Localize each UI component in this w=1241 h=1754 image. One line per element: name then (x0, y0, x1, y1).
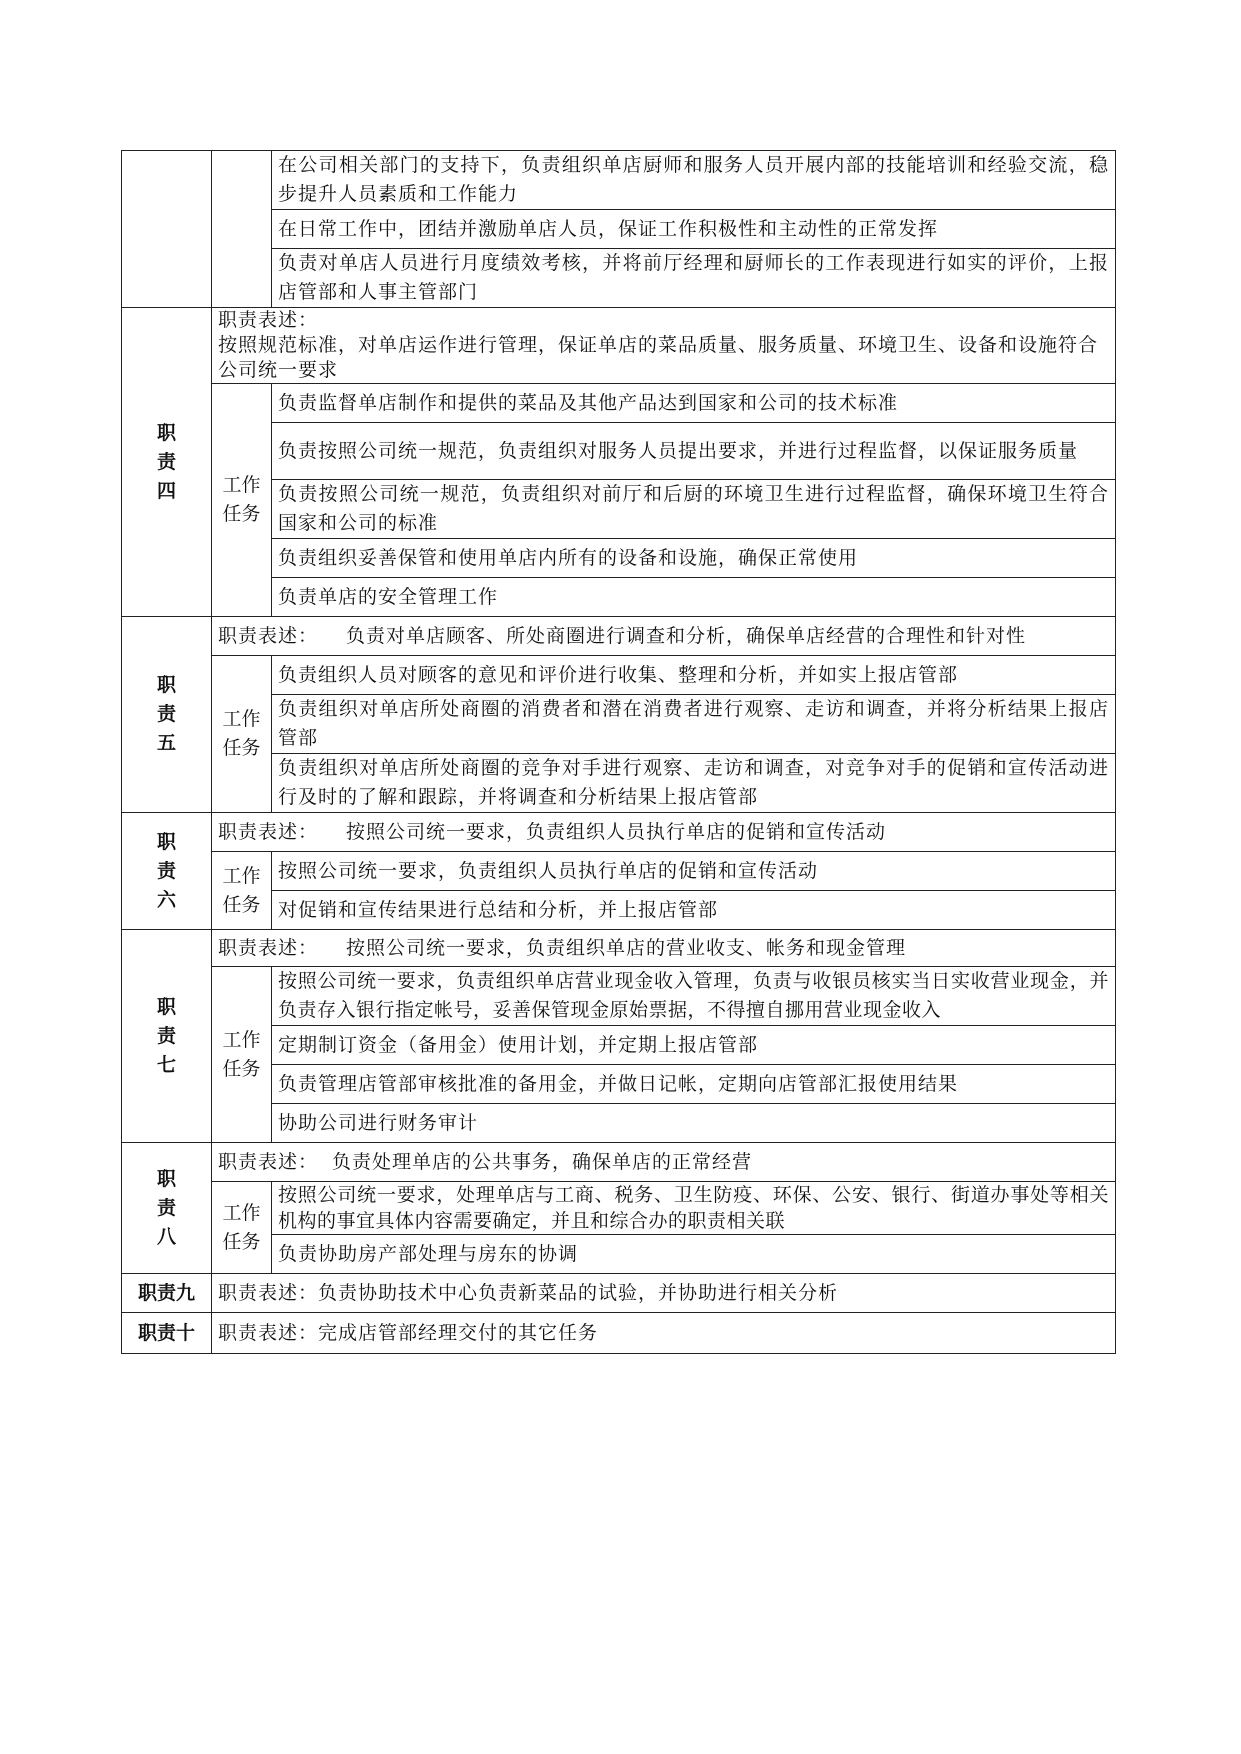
duty-label-char: 八 (156, 1225, 176, 1248)
task-cell: 对促销和宣传结果进行总结和分析，并上报店管部 (272, 891, 1116, 930)
table-row (122, 617, 1116, 656)
desc-label: 职责表述： (218, 820, 319, 843)
table-row (122, 967, 1116, 1026)
task-label (212, 384, 272, 617)
table-row (122, 1274, 1116, 1313)
task-cell: 负责监督单店制作和提供的菜品及其他产品达到国家和公司的技术标准 (272, 384, 1116, 423)
table-row (122, 1313, 1116, 1354)
duty-label-4 (122, 308, 212, 617)
desc-label: 职责表述： (218, 309, 319, 331)
duty-label-empty (122, 151, 212, 308)
table-row (122, 210, 1116, 249)
duty-label-char: 责 (156, 859, 176, 882)
task-cell: 在日常工作中，团结并激励单店人员，保证工作积极性和主动性的正常发挥 (272, 210, 1116, 249)
desc-text: 完成店管部经理交付的其它任务 (318, 1321, 599, 1344)
duty-label-char: 六 (156, 888, 176, 911)
task-label-line: 任务 (222, 1230, 261, 1253)
table-row (122, 1143, 1116, 1182)
duty-label-char: 责 (156, 1196, 176, 1219)
duty-label-char: 七 (156, 1053, 176, 1076)
desc-label: 职责表述： (218, 624, 319, 647)
task-label (212, 852, 272, 930)
duty-label-char: 职 (156, 421, 176, 444)
desc-label: 职责表述： (218, 936, 319, 959)
task-cell: 负责组织对单店所处商圈的消费者和潜在消费者进行观察、走访和调查，并将分析结果上报店管部 (272, 695, 1116, 754)
task-cell: 负责按照公司统一规范，负责组织对前厅和后厨的环境卫生进行过程监督，确保环境卫生符合国家和公司的标准 (272, 480, 1116, 539)
duty-label-char: 职 (156, 1167, 176, 1190)
task-label-line: 工作 (222, 474, 261, 496)
duty-description (212, 1313, 1116, 1354)
task-label-line: 工作 (222, 708, 261, 730)
table-row (122, 1104, 1116, 1143)
desc-label: 职责表述： (218, 1150, 319, 1173)
duty-label-7 (122, 930, 212, 1143)
task-label-line: 工作 (222, 1201, 261, 1224)
task-label (212, 967, 272, 1143)
task-label-empty (212, 151, 272, 308)
desc-text: 负责处理单店的公共事务，确保单店的正常经营 (332, 1150, 753, 1173)
task-cell: 按照公司统一要求，负责组织单店营业现金收入管理，负责与收银员核实当日实收营业现金，并负责存入银行指定帐号，妥善保管现金原始票据，不得擅自挪用营业现金收入 (272, 967, 1116, 1026)
task-cell: 负责对单店人员进行月度绩效考核，并将前厅经理和厨师长的工作表现进行如实的评价，上报店管部和人事主管部门 (272, 249, 1116, 308)
duty-label-5 (122, 617, 212, 813)
table-row (122, 852, 1116, 891)
task-cell: 定期制订资金（备用金）使用计划，并定期上报店管部 (272, 1026, 1116, 1065)
table-row (122, 1235, 1116, 1274)
table-row (122, 423, 1116, 480)
task-cell: 负责组织妥善保管和使用单店内所有的设备和设施，确保正常使用 (272, 539, 1116, 578)
duty-label-8 (122, 1143, 212, 1274)
desc-label: 职责表述： (218, 1321, 319, 1344)
table-row (122, 695, 1116, 754)
duty-label-char: 四 (156, 479, 176, 502)
duty-label-char: 责 (156, 1024, 176, 1047)
duty-description (212, 1274, 1116, 1313)
task-label-line: 任务 (222, 503, 261, 525)
desc-text: 负责协助技术中心负责新菜品的试验，并协助进行相关分析 (318, 1281, 839, 1304)
task-cell: 协助公司进行财务审计 (272, 1104, 1116, 1143)
duty-label-char: 职 (156, 674, 176, 696)
duty-description (212, 813, 1116, 852)
task-label (212, 1182, 272, 1274)
task-cell: 负责管理店管部审核批准的备用金，并做日记帐，定期向店管部汇报使用结果 (272, 1065, 1116, 1104)
task-cell: 负责组织人员对顾客的意见和评价进行收集、整理和分析，并如实上报店管部 (272, 656, 1116, 695)
table-row (122, 480, 1116, 539)
desc-text: 按照公司统一要求，负责组织人员执行单店的促销和宣传活动 (346, 820, 887, 843)
task-label-line: 任务 (222, 893, 261, 916)
task-label-line: 工作 (222, 1028, 261, 1051)
table-row (122, 656, 1116, 695)
task-cell: 负责组织对单店所处商圈的竞争对手进行观察、走访和调查，对竞争对手的促销和宣传活动进行及时的了解和跟踪，并将调查和分析结果上报店管部 (272, 754, 1116, 813)
table-row (122, 384, 1116, 423)
task-cell: 按照公司统一要求，负责组织人员执行单店的促销和宣传活动 (272, 852, 1116, 891)
table-row (122, 1182, 1116, 1235)
task-label-line: 工作 (222, 864, 261, 887)
task-cell: 负责协助房产部处理与房东的协调 (272, 1235, 1116, 1274)
duty-label-char: 责 (156, 703, 176, 725)
task-label-line: 任务 (222, 1057, 261, 1080)
table-row (122, 539, 1116, 578)
duty-description (212, 308, 1116, 384)
task-cell: 负责按照公司统一规范，负责组织对服务人员提出要求，并进行过程监督，以保证服务质量 (272, 423, 1116, 480)
task-label-line: 任务 (222, 737, 261, 759)
table-row (122, 1026, 1116, 1065)
table-row (122, 151, 1116, 210)
duty-label-10: 职责十 (122, 1313, 212, 1354)
duty-label-9: 职责九 (122, 1274, 212, 1313)
task-cell: 按照公司统一要求，处理单店与工商、税务、卫生防疫、环保、公安、银行、街道办事处等相关机构的事宜具体内容需要确定，并且和综合办的职责相关联 (272, 1182, 1116, 1235)
duty-label-char: 职 (156, 830, 176, 853)
table-row (122, 930, 1116, 967)
duty-label-char: 责 (156, 450, 176, 473)
task-cell: 负责单店的安全管理工作 (272, 578, 1116, 617)
desc-text: 按照规范标准，对单店运作进行管理，保证单店的菜品质量、服务质量、环境卫生、设备和设施符合公司统一要求 (218, 334, 1099, 381)
desc-text: 负责对单店顾客、所处商圈进行调查和分析，确保单店经营的合理性和针对性 (346, 624, 1027, 647)
table-row (122, 578, 1116, 617)
duty-description (212, 617, 1116, 656)
desc-label: 职责表述： (218, 1281, 319, 1304)
duty-label-6 (122, 813, 212, 930)
duty-description (212, 1143, 1116, 1182)
table-row (122, 754, 1116, 813)
task-label (212, 656, 272, 813)
duty-table (121, 150, 1116, 1354)
table-row (122, 891, 1116, 930)
duty-description (212, 930, 1116, 967)
table-row (122, 1065, 1116, 1104)
task-cell: 在公司相关部门的支持下，负责组织单店厨师和服务人员开展内部的技能培训和经验交流，稳步提升人员素质和工作能力 (272, 151, 1116, 210)
duty-label-char: 五 (156, 732, 176, 754)
table-row (122, 813, 1116, 852)
table-row (122, 308, 1116, 384)
duty-label-char: 职 (156, 995, 176, 1018)
desc-text: 按照公司统一要求，负责组织单店的营业收支、帐务和现金管理 (346, 936, 907, 959)
table-row (122, 249, 1116, 308)
